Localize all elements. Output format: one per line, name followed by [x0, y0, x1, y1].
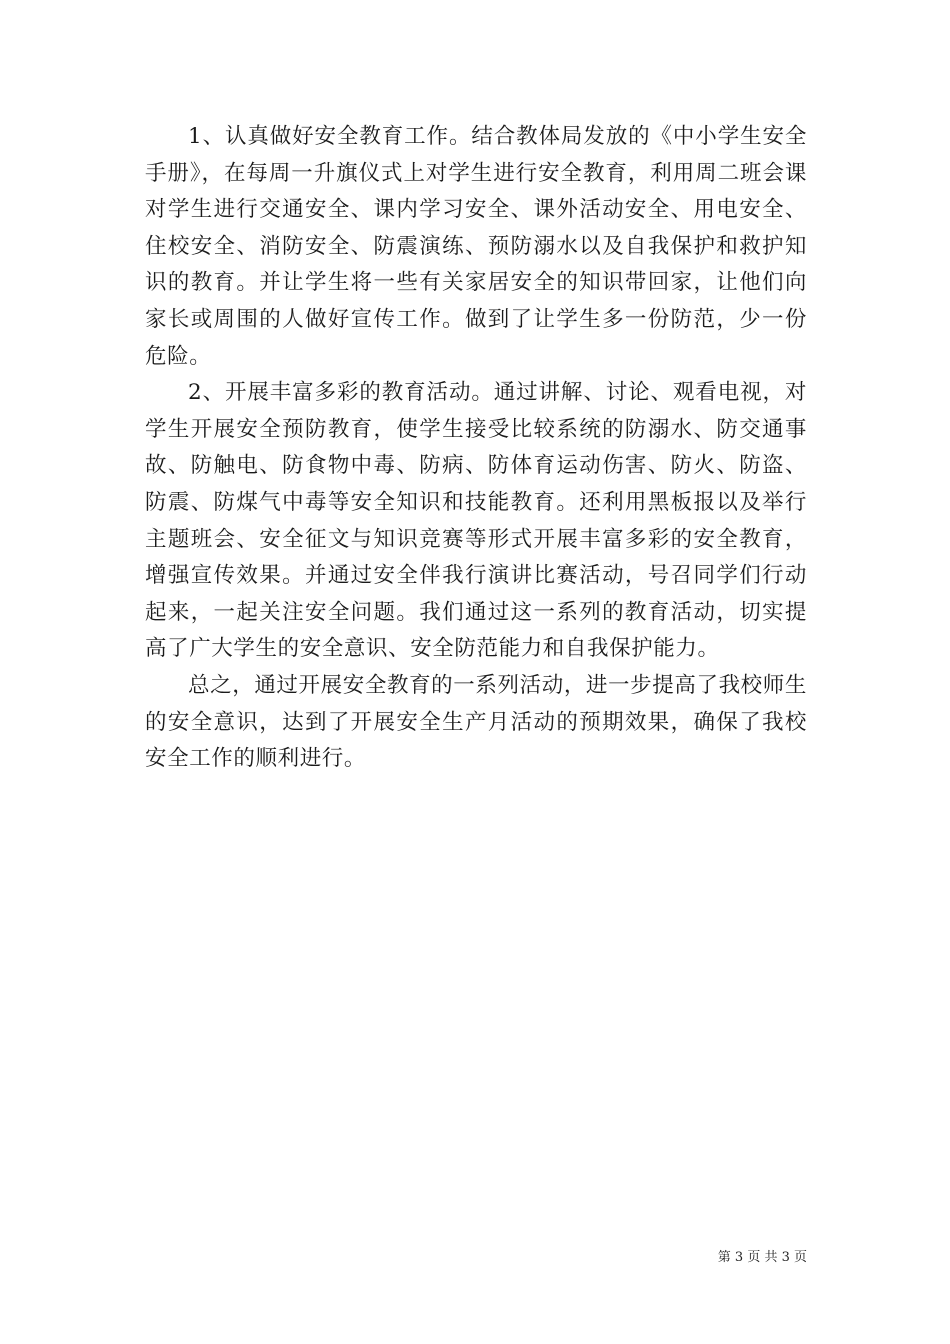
document-body: [145, 119, 807, 778]
paragraph-education-activities: 2、开展丰富多彩的教育活动。通过讲解、讨论、观看电视，对学生开展安全预防教育，使学生接受比较系统的防溺水、防交通事故、防触电、防食物中毒、防病、防体育运动伤害、防火、防盗、防震、防煤气中毒等安全知识和技能教育。还利用黑板报以及举行主题班会、安全征文与知识竞赛等形式开展丰富多彩的安全教育，增强宣传效果。并通过安全伴我行演讲比赛活动，号召同学们行动起来，一起关注安全问题。我们通过这一系列的教育活动，切实提高了广大学生的安全意识、安全防范能力和自我保护能力。: [145, 380, 807, 662]
paragraph-safety-education-work: 1、认真做好安全教育工作。结合教体局发放的《中小学生安全手册》，在每周一升旗仪式上对学生进行安全教育，利用周二班会课对学生进行交通安全、课内学习安全、课外活动安全、用电安全、住校安全、消防安全、防震演练、预防溺水以及自我保护和救护知识的教育。并让学生将一些有关家居安全的知识带回家，让他们向家长或周围的人做好宣传工作。做到了让学生多一份防范，少一份危险。: [145, 124, 807, 369]
page-number: 第 3 页 共 3 页: [717, 1250, 807, 1265]
paragraph-conclusion: 总之，通过开展安全教育的一系列活动，进一步提高了我校师生的安全意识，达到了开展安全生产月活动的预期效果，确保了我校安全工作的顺利进行。: [145, 672, 807, 772]
